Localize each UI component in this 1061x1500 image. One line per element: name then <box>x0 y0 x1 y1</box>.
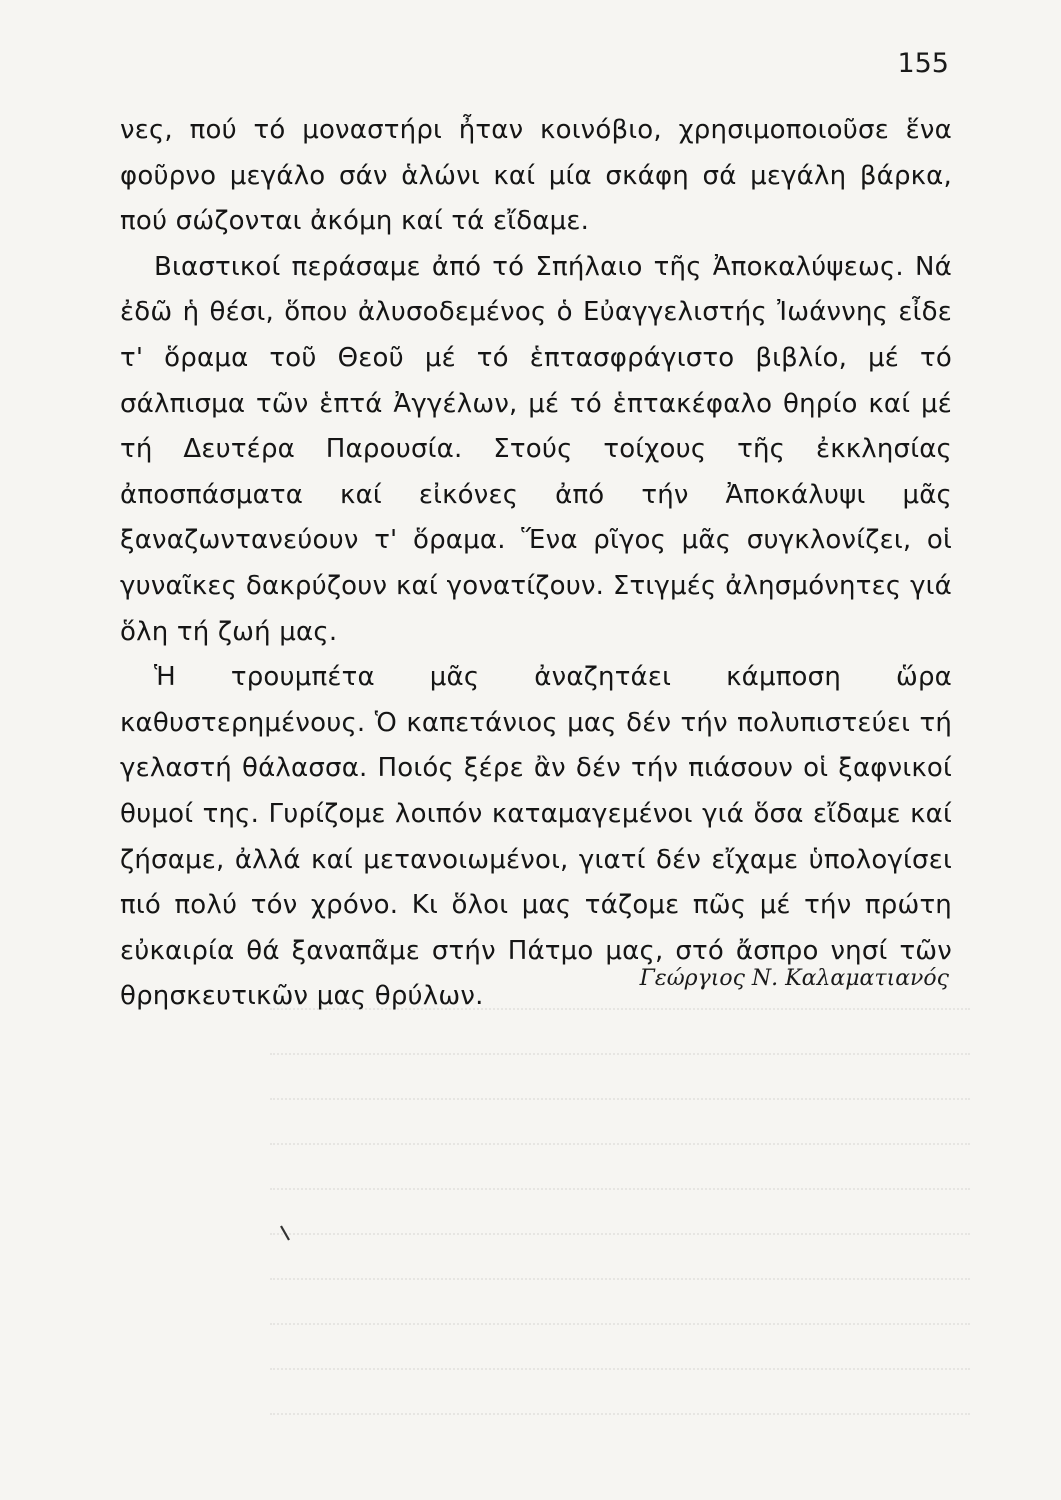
paragraph-2: Βιαστικοί περάσαμε ἀπό τό Σπήλαιο τῆς Ἀποκαλύψεως. Νά ἐδῶ ἡ θέσι, ὅπου ἀλυσοδεμένος ὁ Εὐαγγελιστής Ἰωάννης εἶδε τ' ὅραμα τοῦ Θεοῦ μέ τό ἑπτασφράγιστο βιβλίο, μέ τό σάλπισμα τῶν ἑπτά Ἀγγέλων, μέ τό ἑπτακέφαλο θηρίο καί μέ τή Δευτέρα Παρουσία. Στούς τοίχους τῆς ἐκκλησίας ἀποσπάσματα καί εἰκόνες ἀπό τήν Ἀποκάλυψι μᾶς ξαναζωντανεύουν τ' ὅραμα. Ἕνα ρῖγος μᾶς συγκλονίζει, οἱ γυναῖκες δακρύζουν καί γονατίζουν. Στιγμές ἀλησμόνητες γιά ὅλη τή ζωή μας. <box>120 251 952 647</box>
bleed-through-ghost-text <box>270 975 970 1425</box>
author-signature: Γεώργιος Ν. Καλαματιανός <box>639 966 949 991</box>
body-text <box>120 108 952 1020</box>
paragraph-1: νες, πού τό μοναστήρι ἦταν κοινόβιο, χρησιμοποιοῦσε ἕνα φοῦρνο μεγάλο σάν ἁλώνι καί μία σκάφη σά μεγάλη βάρκα, πού σώζονται ἀκόμη καί τά εἴδαμε. <box>120 115 952 237</box>
page-number: 155 <box>897 48 949 79</box>
stray-ink-mark <box>280 1225 290 1241</box>
paragraph-3: Ἡ τρουμπέτα μᾶς ἀναζητάει κάμποση ὥρα καθυστερημένους. Ὁ καπετάνιος μας δέν τήν πολυπιστεύει τή γελαστή θάλασσα. Ποιός ξέρε ἂν δέν τήν πιάσουν οἱ ξαφνικοί θυμοί της. Γυρίζομε λοιπόν καταμαγεμένοι γιά ὅσα εἴδαμε καί ζήσαμε, ἀλλά καί μετανοιωμένοι, γιατί δέν εἴχαμε ὑπολογίσει πιό πολύ τόν χρόνο. Κι ὅλοι μας τάζομε πῶς μέ τήν πρώτη εὐκαιρία θά ξαναπᾶμε στήν Πάτμο μας, στό ἄσπρο νησί τῶν θρησκευτικῶν μας θρύλων. <box>120 662 952 1012</box>
